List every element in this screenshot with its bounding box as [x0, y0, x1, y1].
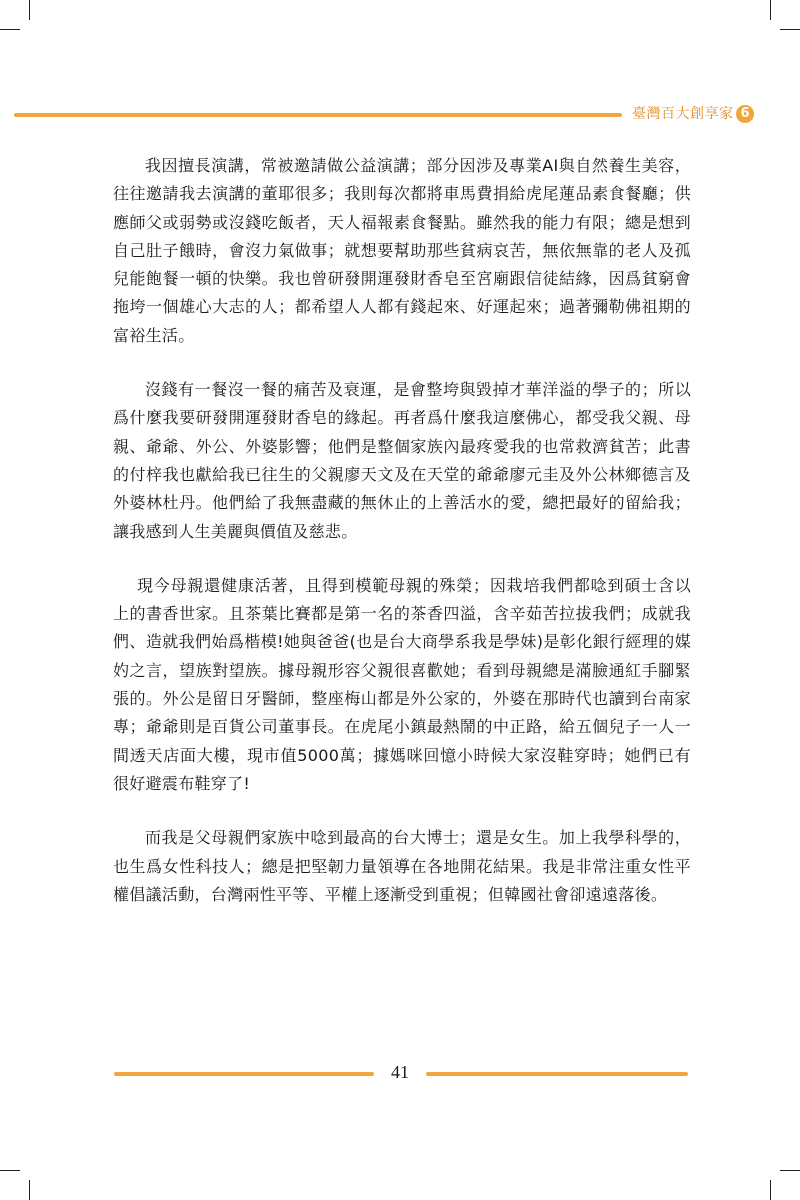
running-header-title: 臺灣百大創享家 — [632, 106, 734, 122]
chapter-number-badge: 6 — [736, 105, 754, 123]
footer-rule-left — [114, 1072, 374, 1076]
header-rule — [14, 113, 622, 117]
paragraph: 現今母親還健康活著，且得到模範母親的殊榮；因栽培我們都唸到碩士含以上的書香世家。且茶葉比賽都是第一名的茶香四溢，含辛茹苦拉拔我們；成就我們、造就我們始爲楷模!她與爸爸(也是台大商學系我是學妹)是彰化銀行經理的媒妁之言，望族對望族。據母親形容父親很喜歡她；看到母親總是滿臉通紅手腳緊張的。外公是留日牙醫師，整座梅山都是外公家的，外婆在那時代也讀到台南家專；爺爺則是百貨公司董事長。在虎尾小鎮最熱鬧的中正路，給五個兒子一人一間透天店面大樓，現市值5000萬；據媽咪回憶小時候大家沒鞋穿時；她們已有很好避震布鞋穿了! — [113, 575, 691, 793]
page-number: 41 — [391, 1062, 409, 1082]
paragraph: 而我是父母親們家族中唸到最高的台大博士；還是女生。加上我學科學的，也生爲女性科技人；總是把堅韌力量領導在各地開花結果。我是非常注重女性平權倡議活動，台灣兩性平等、平權上逐漸受到重視；但韓國社會卻遠遠落後。 — [113, 828, 691, 904]
crop-mark-bottom-right-h — [780, 1170, 800, 1171]
crop-mark-bottom-left — [29, 1180, 30, 1200]
paragraph: 我因擅長演講，常被邀請做公益演講；部分因涉及專業AI與自然養生美容，往往邀請我去演講的董耶很多；我則每次都將車馬費捐給虎尾蓮品素食餐廳；供應師父或弱勢或沒錢吃飯者，天人福報素食餐點。雖然我的能力有限；總是想到自己肚子餓時，會沒力氣做事；就想要幫助那些貧病哀苦，無依無靠的老人及孤兒能飽餐一頓的快樂。我也曾研發開運發財香皂至宮廟跟信徒結緣，因爲貧窮會拖垮一個雄心大志的人；都希望人人都有錢起來、好運起來；過著彌勒佛祖期的富裕生活。 — [113, 156, 691, 345]
crop-mark-bottom-left-h — [0, 1170, 20, 1171]
crop-mark-top-right — [770, 0, 771, 20]
page-body — [113, 152, 691, 935]
crop-mark-top-right-h — [780, 29, 800, 30]
footer-rule-right — [426, 1072, 688, 1076]
crop-mark-bottom-right — [770, 1180, 771, 1200]
crop-mark-top-left — [29, 0, 30, 20]
paragraph: 沒錢有一餐沒一餐的痛苦及衰運，是會整垮與毀掉才華洋溢的學子的；所以爲什麼我要研發開運發財香皂的緣起。再者爲什麼我這麼佛心，都受我父親、母親、爺爺、外公、外婆影響；他們是整個家族內最疼愛我的也常救濟貧苦；此書的付梓我也獻給我已往生的父親廖天文及在天堂的爺爺廖元圭及外公林鄉德言及外婆林杜丹。他們給了我無盡藏的無休止的上善活水的愛，總把最好的留給我；讓我感到人生美麗與價值及慈悲。 — [113, 380, 691, 541]
crop-mark-top-left-h — [0, 29, 20, 30]
